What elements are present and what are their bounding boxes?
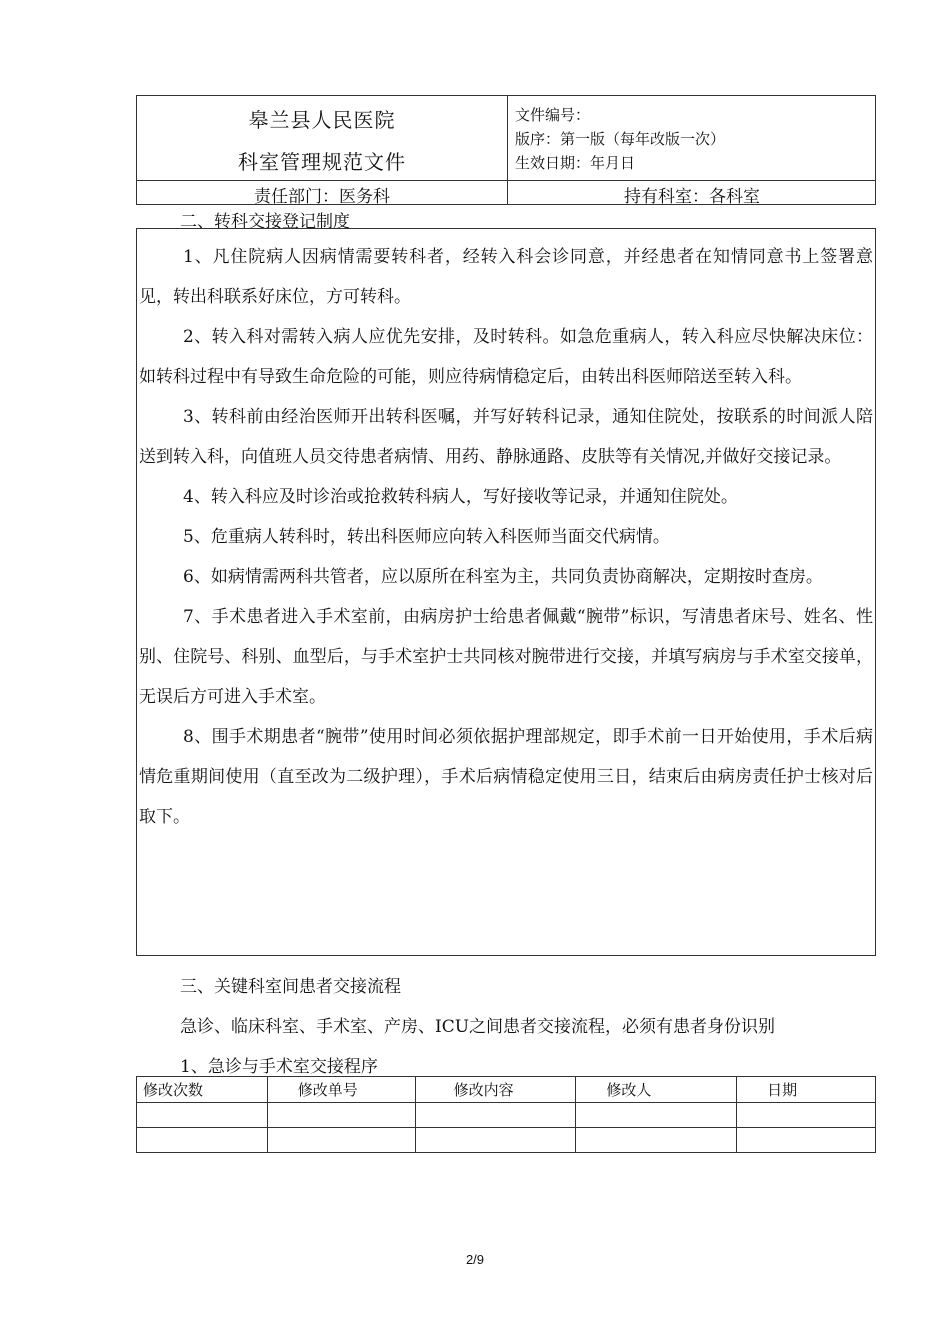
header-revision-number: 修改单号 — [267, 1077, 415, 1103]
table-row — [137, 1128, 876, 1153]
paragraph-5: 5、危重病人转科时，转出科医师应向转入科医师当面交代病情。 — [183, 527, 670, 547]
effective-date: 生效日期：年月日 — [515, 154, 636, 172]
header-revised-by: 修改人 — [576, 1077, 737, 1103]
paragraph-1: 1、凡住院病人因病情需要转科者，经转入科会诊同意，并经患者在知情同意书上签署意见，转出科联系好床位，方可转科。 — [139, 247, 873, 307]
paragraph-3: 3、转科前由经治医师开出转科医嘱，并写好转科记录，通知住院处，按联系的时间派人陪送到转入科，向值班人员交待患者病情、用药、静脉通路、皮肤等有关情况,并做好交接记录。 — [139, 407, 873, 467]
header-revision-content: 修改内容 — [415, 1077, 576, 1103]
table-cell — [137, 1103, 268, 1128]
page-number: 2/9 — [465, 1252, 485, 1267]
header-date: 日期 — [737, 1077, 876, 1103]
header-revision-count: 修改次数 — [137, 1077, 268, 1103]
responsible-dept: 责任部门：医务科 — [254, 187, 390, 207]
table-cell — [415, 1128, 576, 1153]
table-cell — [137, 1128, 268, 1153]
document-header — [136, 95, 876, 205]
holder-dept: 持有科室：各科室 — [624, 187, 760, 207]
section3-subtitle: 1、急诊与手术室交接程序 — [180, 1057, 378, 1077]
section3-title: 三、关键科室间患者交接流程 — [180, 977, 401, 997]
table-row — [137, 1103, 876, 1128]
table-cell — [737, 1103, 876, 1128]
revision-table-header — [137, 1077, 876, 1103]
header-divider-horizontal — [137, 180, 875, 181]
table-cell — [267, 1103, 415, 1128]
paragraph-2: 2、转入科对需转入病人应优先安排，及时转科。如急危重病人，转入科应尽快解决床位：如转科过程中有导致生命危险的可能，则应待病情稳定后，由转出科医师陪送至转入科。 — [139, 327, 873, 387]
version-info: 版序：第一版（每年改版一次） — [515, 130, 726, 148]
paragraph-8: 8、围手术期患者“腕带”使用时间必须依据护理部规定，即手术前一日开始使用，手术后病情危重期间使用（直至改为二级护理），手术后病情稳定使用三日，结束后由病房责任护士核对后取下。 — [139, 727, 873, 827]
section2-content-box — [136, 228, 876, 956]
table-cell — [415, 1103, 576, 1128]
document-type: 科室管理规范文件 — [238, 150, 406, 174]
table-cell — [576, 1103, 737, 1128]
hospital-name: 皋兰县人民医院 — [248, 108, 396, 132]
section2-title: 二、转科交接登记制度 — [180, 212, 350, 232]
table-cell — [576, 1128, 737, 1153]
table-cell — [267, 1128, 415, 1153]
table-cell — [737, 1128, 876, 1153]
paragraph-7: 7、手术患者进入手术室前，由病房护士给患者佩戴“腕带”标识，写清患者床号、姓名、性别、住院号、科别、血型后，与手术室护士共同核对腕带进行交接，并填写病房与手术室交接单，无误后方可进入手术室。 — [139, 607, 873, 707]
revision-table — [136, 1076, 876, 1153]
paragraph-6: 6、如病情需两科共管者，应以原所在科室为主，共同负责协商解决，定期按时查房。 — [183, 567, 823, 587]
paragraph-4: 4、转入科应及时诊治或抢救转科病人，写好接收等记录，并通知住院处。 — [183, 487, 738, 507]
file-number: 文件编号： — [515, 106, 591, 124]
section3-intro: 急诊、临床科室、手术室、产房、ICU之间患者交接流程，必须有患者身份识别 — [180, 1017, 776, 1037]
